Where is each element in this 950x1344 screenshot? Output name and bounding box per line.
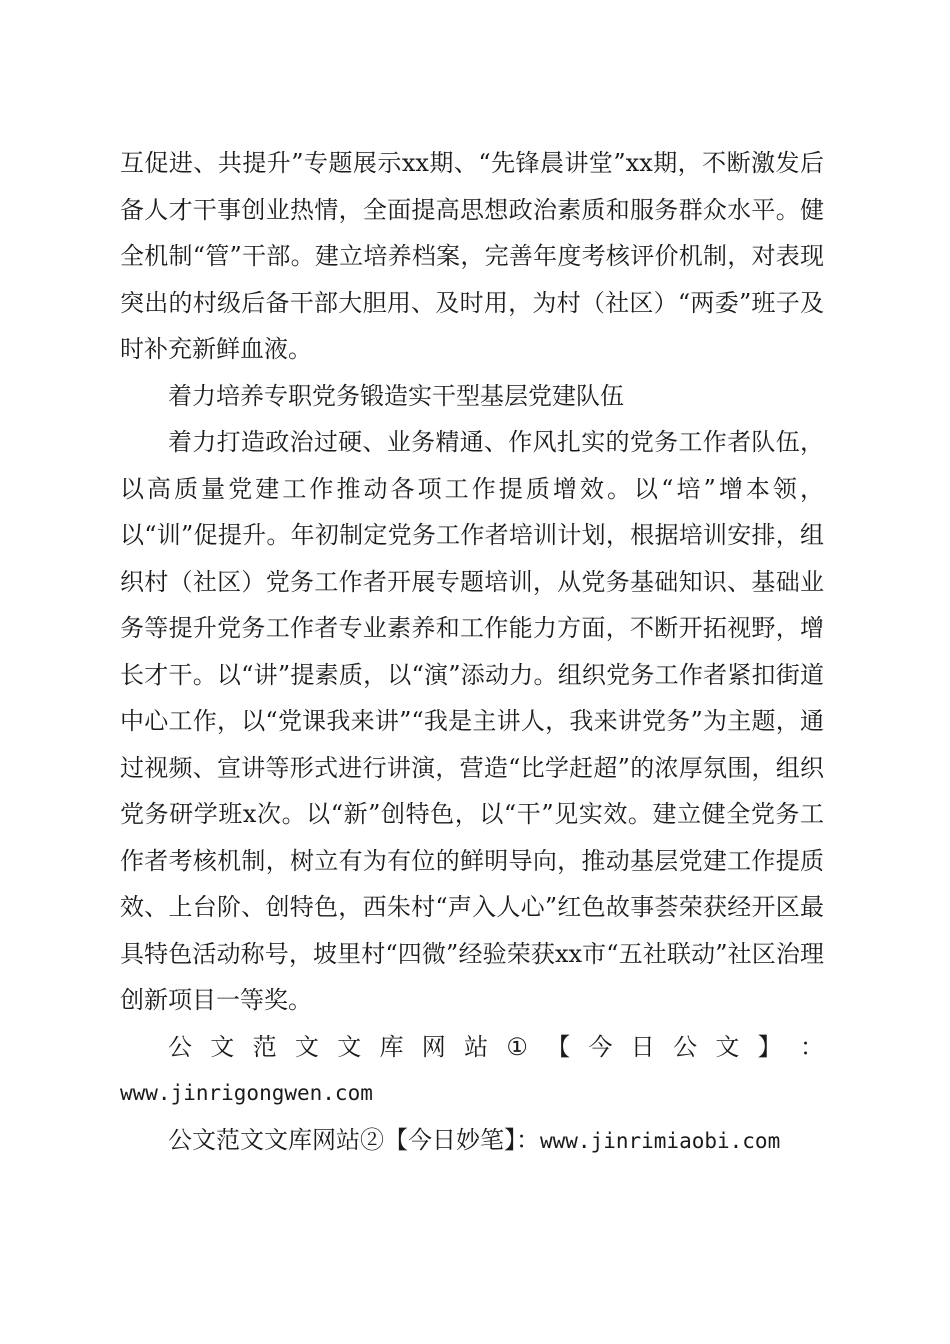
- footer-site1-char: 范: [252, 1032, 277, 1061]
- footer-site2-label: 公文范文文库网站②【今日妙笔】：: [168, 1125, 540, 1154]
- footer-site1-char: 站: [464, 1032, 489, 1061]
- footer-site1-char: 文: [210, 1032, 235, 1061]
- footer-site1-char: 日: [630, 1032, 655, 1061]
- footer-site1-char: ：: [799, 1032, 824, 1061]
- footer-site1-char: 公: [168, 1032, 192, 1061]
- footer-site1-url[interactable]: www.jinrigongwen.com: [120, 1081, 373, 1105]
- footer-site1-char: 公: [673, 1032, 698, 1061]
- paragraph-body: 着力打造政治过硬、业务精通、作风扎实的党务工作者队伍，以高质量党建工作推动各项工作提质增效。以“培”增本领，以“训”促提升。年初制定党务工作者培训计划，根据培训安排，组织村（社区）党务工作者开展专题培训，从党务基础知识、基础业务等提升党务工作者专业素养和工作能力方面，不断开拓视野，增长才干。以“讲”提素质，以“演”添动力。组织党务工作者紧扣街道中心工作，以“党课我来讲”“我是主讲人，我来讲党务”为主题，通过视频、宣讲等形式进行讲演，营造“比学赶超”的浓厚氛围，组织党务研学班x次。以“新”创特色，以“干”见实效。建立健全党务工作者考核机制，树立有为有位的鲜明导向，推动基层党建工作提质效、上台阶、创特色，西朱村“声入人心”红色故事荟荣获经开区最具特色活动称号，坡里村“四微”经验荣获xx市“五社联动”社区治理创新项目一等奖。: [120, 428, 824, 1014]
- document-page: [120, 140, 824, 1164]
- footer-site1-char: 今: [588, 1032, 613, 1061]
- footer-site1-char: 】: [757, 1032, 782, 1061]
- footer-site1-label: [120, 1024, 824, 1071]
- footer-site1-char: ①: [506, 1032, 528, 1061]
- footer-site2: [120, 1117, 824, 1165]
- footer-site1-char: 文: [337, 1032, 362, 1061]
- footer-site1-char: 文: [294, 1032, 319, 1061]
- footer-site1-char: 网: [421, 1032, 446, 1061]
- footer-site1-char: 【: [546, 1032, 571, 1061]
- footer-site1-char: 文: [715, 1032, 740, 1061]
- footer-site1-char: 库: [379, 1032, 404, 1061]
- footer-site2-url[interactable]: www.jinrimiaobi.com: [540, 1128, 781, 1153]
- paragraph-continued: 互促进、共提升”专题展示xx期、“先锋晨讲堂”xx期，不断激发后备人才干事创业热情，全面提高思想政治素质和服务群众水平。健全机制“管”干部。建立培养档案，完善年度考核评价机制，对表现突出的村级后备干部大胆用、及时用，为村（社区）“两委”班子及时补充新鲜血液。: [120, 149, 824, 363]
- section-heading: 着力培养专职党务锻造实干型基层党建队伍: [168, 381, 624, 410]
